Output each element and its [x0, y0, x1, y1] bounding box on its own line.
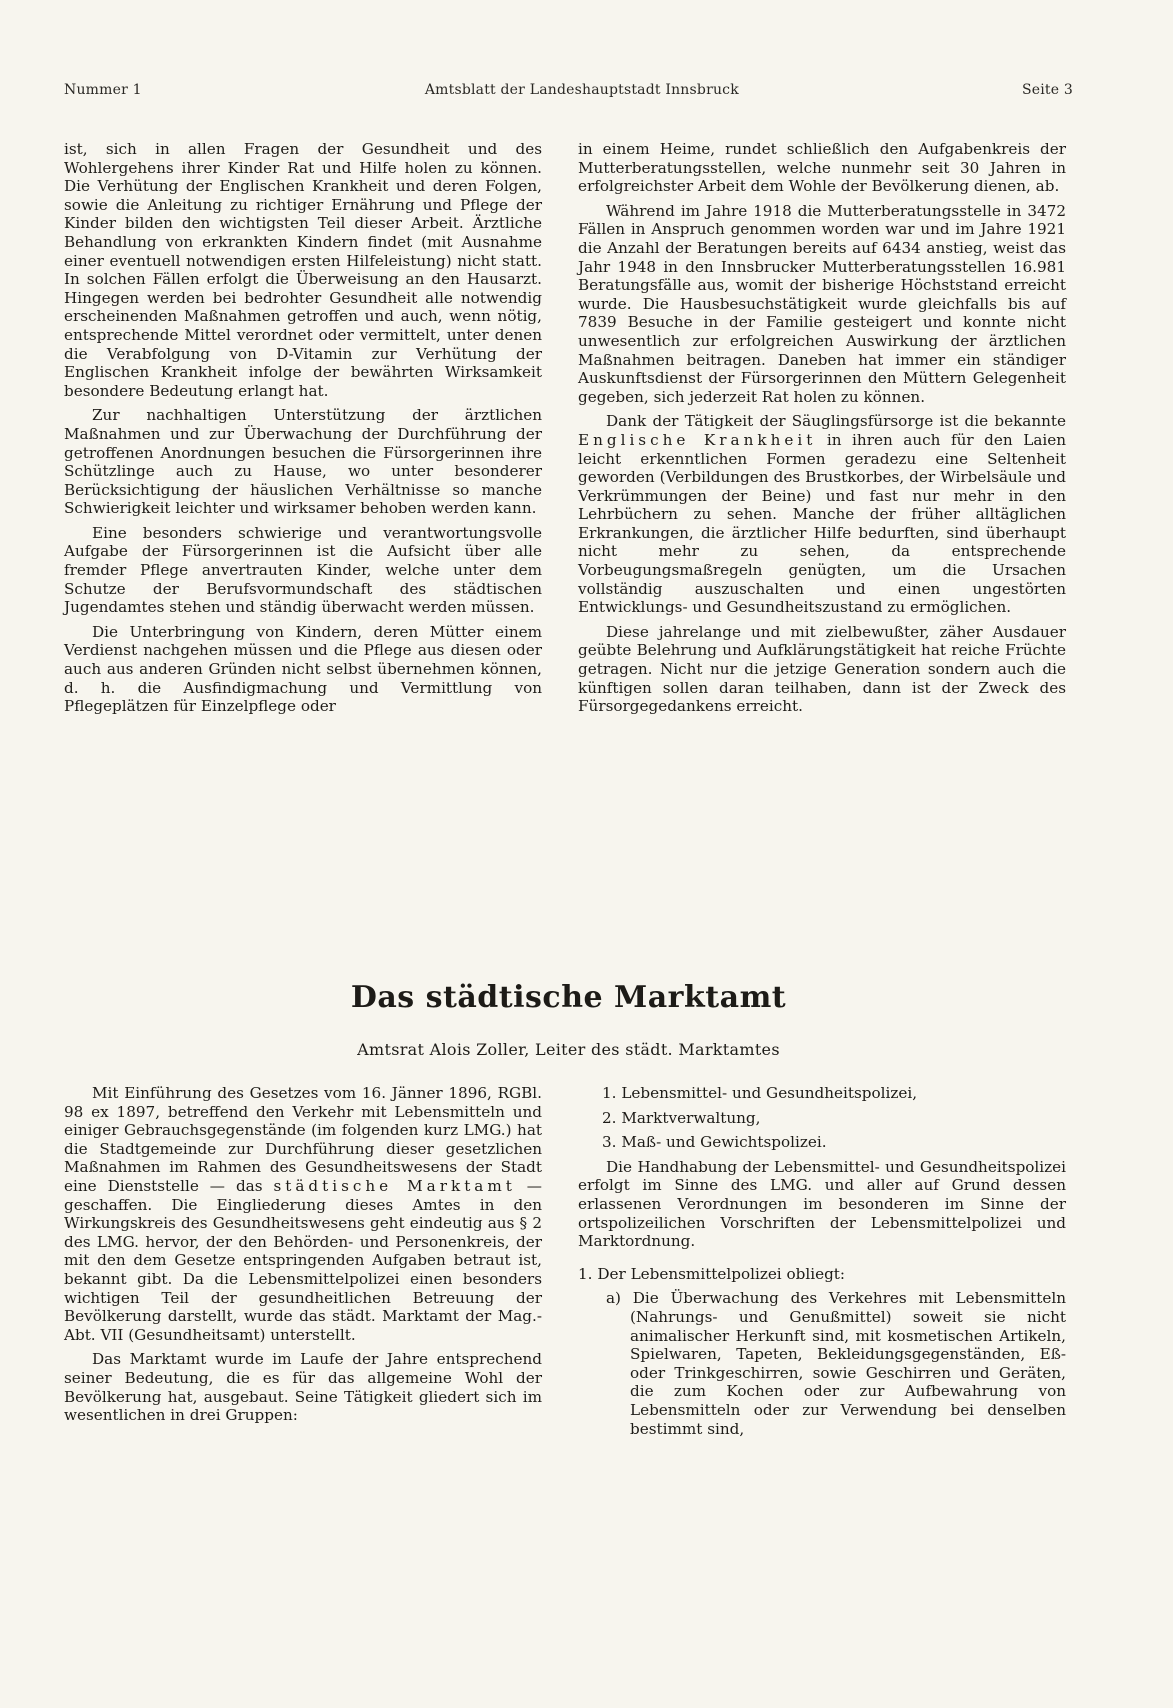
paragraph: Eine besonders schwierige und verantwortungsvolle Aufgabe der Fürsorgerinnen ist die Aufsicht über alle fremder Pflege anvertrauten Kinder, welche unter dem Schutze der Berufsvormundschaft des städtischen Jugendamtes stehen und ständig überwacht werden müssen. — [64, 523, 542, 617]
section-title: Das städtische Marktamt — [350, 980, 787, 1015]
list-item: 3. Maß- und Gewichtspolizei. — [602, 1133, 827, 1152]
text-run: Mit Einführung des Gesetzes vom 16. Jänner 1896, RGBl. 98 ex 1897, betreffend den Verkehr mit Lebensmitteln und einiger Gebrauchsgegenstände (im folgenden kurz LMG.) hat die Stadtgemeinde zur Durchführung dieser gesetzlichen Maßnahmen im Rahmen des Gesundheitswesens der Stadt eine Dienststelle — das — [64, 1084, 542, 1195]
paragraph: Zur nachhaltigen Unterstützung der ärztlichen Maßnahmen und zur Überwachung der Durchführung der getroffenen Anordnungen besuchen die Fürsorgerinnen ihre Schützlinge auch zu Hause, wo unter besonderer Berücksichtigung der häuslichen Verhältnisse so manche Schwierigkeit leichter und wirksamer behoben werden kann. — [64, 406, 542, 518]
subheading: 1. Der Lebensmittelpolizei obliegt: — [578, 1264, 846, 1283]
page-header — [64, 82, 1073, 98]
paragraph — [578, 412, 1066, 617]
article-column-left-2 — [64, 1084, 542, 1431]
section-byline: Amtsrat Alois Zoller, Leiter des städt. Marktamtes — [357, 1040, 780, 1059]
publication-title: Amtsblatt der Landeshauptstadt Innsbruck — [424, 82, 739, 98]
emphasized-term: Englische Krankheit — [578, 430, 817, 449]
page-number: Seite 3 — [1021, 82, 1073, 98]
paragraph — [64, 1084, 542, 1344]
article-column-left — [64, 140, 542, 722]
paragraph: Diese jahrelange und mit zielbewußter, zäher Ausdauer geübte Belehrung und Aufklärungstätigkeit hat reiche Früchte getragen. Nicht nur die jetzige Generation sondern auch die künftigen sollen daran teilhaben, dann ist der Zweck des Fürsorgegedankens erreicht. — [578, 622, 1066, 716]
text-run: Dank der Tätigkeit der Säuglingsfürsorge ist die bekannte — [606, 412, 1066, 431]
paragraph: Das Marktamt wurde im Laufe der Jahre entsprechend seiner Bedeutung, die es für das allgemeine Wohl der Bevölkerung hat, ausgebaut. Seine Tätigkeit gliedert sich im wesentlichen in drei Gruppen: — [64, 1350, 542, 1425]
list-item: 1. Lebensmittel- und Gesundheitspolizei, — [602, 1084, 918, 1102]
issue-number: Nummer 1 — [64, 82, 142, 98]
paragraph: Die Unterbringung von Kindern, deren Mütter einem Verdienst nachgehen müssen und die Pflege aus diesen oder auch aus anderen Gründen nicht selbst übernehmen können, d. h. die Ausfindigmachung und Vermittlung von Pflegeplätzen für Einzelpflege oder — [64, 622, 542, 716]
list-item: 2. Marktverwaltung, — [602, 1108, 761, 1127]
paragraph: in einem Heime, rundet schließlich den Aufgabenkreis der Mutterberatungsstellen, welche nunmehr seit 30 Jahren in erfolgreichster Arbeit dem Wohle der Bevölkerung dienen, ab. — [578, 140, 1066, 196]
article-column-right-2 — [578, 1084, 1066, 1444]
paragraph: ist, sich in allen Fragen der Gesundheit und des Wohlergehens ihrer Kinder Rat und Hilfe holen zu können. Die Verhütung der Englischen Krankheit und deren Folgen, sowie die Anleitung zu richtiger Ernährung und Pflege der Kinder bilden den wichtigsten Teil dieser Arbeit. Ärztliche Behandlung von erkrankten Kindern findet (mit Ausnahme einer eventuell notwendigen ersten Hilfeleistung) nicht statt. In solchen Fällen erfolgt die Überweisung an den Hausarzt. Hingegen werden bei bedrohter Gesundheit alle notwendig erscheinenden Maßnahmen getroffen und auch, wenn nötig, entsprechende Mittel verordnet oder vermittelt, unter denen die Verabfolgung von D-Vitamin zur Verhütung der Englischen Krankheit infolge der bewährten Wirksamkeit besondere Bedeutung erlangt hat. — [64, 140, 542, 400]
sub-list-item: a) Die Überwachung des Verkehres mit Lebensmitteln (Nahrungs- und Genußmittel) soweit sie nicht animalischer Herkunft sind, mit kosmetischen Artikeln, Spielwaren, Tapeten, Bekleidungsgegenständen, Eß- oder Trinkgeschirren, sowie Geschirren und Geräten, die zum Kochen oder zur Aufbewahrung von Lebensmitteln oder zur Verwendung bei denselben bestimmt sind, — [606, 1289, 1066, 1438]
text-run: — geschaffen. Die Eingliederung dieses Amtes in den Wirkungskreis des Gesundheitswesens geht eindeutig aus § 2 des LMG. hervor, der den Behörden- und Personenkreis, der mit den dem Gesetze entspringenden Aufgaben betraut ist, bekannt gibt. Da die Lebensmittelpolizei einen besonders wichtigen Teil der gesundheitlichen Betreuung der Bevölkerung darstellt, wurde das städt. Marktamt der Mag.-Abt. VII (Gesundheitsamt) unterstellt. — [64, 1176, 542, 1344]
article-column-right — [578, 140, 1066, 722]
paragraph: Während im Jahre 1918 die Mutterberatungsstelle in 3472 Fällen in Anspruch genommen worden war und im Jahre 1921 die Anzahl der Beratungen bereits auf 6434 anstieg, weist das Jahr 1948 in den Innsbrucker Mutterberatungsstellen 16.981 Beratungsfälle aus, womit der bisherige Höchststand erreicht wurde. Die Hausbesuchstätigkeit wurde gleichfalls bis auf 7839 Besuche in der Familie gesteigert und konnte nicht unwesentlich zur erfolgreichen Auswirkung der ärztlichen Maßnahmen beitragen. Daneben hat immer ein ständiger Auskunftsdienst der Fürsorgerinnen den Müttern Gelegenheit gegeben, sich jederzeit Rat holen zu können. — [578, 201, 1066, 406]
text-run: in ihren auch für den Laien leicht erkenntlichen Formen geradezu eine Seltenheit geworden (Verbildungen des Brustkorbes, der Wirbelsäule und Verkrümmungen der Beine) und fast nur mehr in den Lehrbüchern zu sehen. Manche der früher alltäglichen Erkrankungen, die ärztlicher Hilfe bedurften, sind überhaupt nicht mehr zu sehen, da entsprechende Vorbeugungsmaßregeln genügten, um die Ursachen vollständig auszuschalten und einen ungestörten Entwicklungs- und Gesundheitszustand zu ermöglichen. — [578, 430, 1066, 617]
paragraph: Die Handhabung der Lebensmittel- und Gesundheitspolizei erfolgt im Sinne des LMG. und aller auf Grund dessen erlassenen Verordnungen im besonderen im Sinne der ortspolizeilichen Vorschriften der Lebensmittelpolizei und Marktordnung. — [578, 1157, 1066, 1251]
emphasized-term: städtische Marktamt — [273, 1176, 516, 1195]
